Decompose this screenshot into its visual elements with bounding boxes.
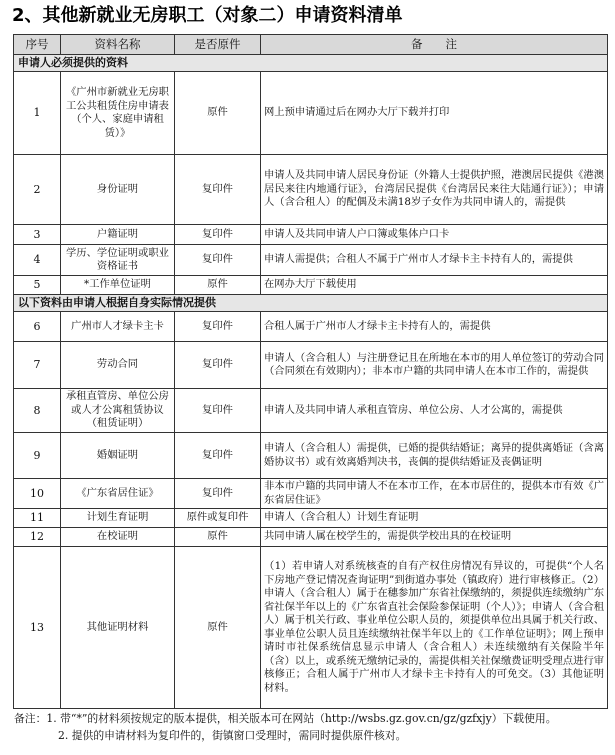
row-name: 《广东省居住证》 <box>61 479 175 509</box>
section-header <box>14 295 608 312</box>
footnote-1: 备注：1. 带“*”的材料须按规定的版本提供，相关版本可在网站（http://wsbs.gz.gov.cn/gz/gzfxjy）下载使用。 <box>14 712 557 725</box>
header-original: 是否原件 <box>175 35 261 55</box>
header-note: 备 注 <box>261 35 608 55</box>
table-row <box>14 433 608 479</box>
row-original: 原件 <box>175 528 261 547</box>
footnote-2: 2. 提供的申请材料为复印件的，街镇窗口受理时，需同时提供原件核对。 <box>58 729 407 742</box>
row-index: 4 <box>14 245 61 276</box>
row-note: 在网办大厅下载使用 <box>261 276 608 295</box>
row-note: 非本市户籍的共同申请人不在本市工作，在本市居住的，提供本市有效《广东省居住证》 <box>261 479 608 509</box>
row-name: 学历、学位证明或职业资格证书 <box>61 245 175 276</box>
row-index: 5 <box>14 276 61 295</box>
row-index: 10 <box>14 479 61 509</box>
row-name: 承租直管房、单位公房或人才公寓租赁协议（租赁证明） <box>61 389 175 433</box>
row-note: 申请人及共同申请人户口簿或集体户口卡 <box>261 225 608 245</box>
table-header-row <box>14 35 608 55</box>
table-row <box>14 509 608 528</box>
row-name: *工作单位证明 <box>61 276 175 295</box>
row-note: （1）若申请人对系统核查的自有产权住房情况有异议的，可提供“个人名下房地产登记情况查询证明”到街道办事处（镇政府）进行审核修正。（2）申请人（含合租人）属于在穗参加广东省社保缴纳的，须提供连续缴纳广东省社保半年以上的《广东省直社会保险参保证明（个人）》；申请人（含合租人）属于机关行政、事业单位公职人员的，须提供单位出具属于机关行政、事业单位公职人员且连续缴纳社保半年以上的《工作单位证明》；网上预申请时市社保系统信息显示申请人（含合租人）未连续缴纳有关保险半年（含）以上，或系统无缴纳记录的，需提供相关社保缴费证明受理点进行审核修正；合租人属于广州市人才绿卡主卡持有人的可免交。（3）其他证明材料。 <box>261 547 608 709</box>
row-note: 合租人属于广州市人才绿卡主卡持有人的，需提供 <box>261 312 608 342</box>
row-original: 复印件 <box>175 245 261 276</box>
row-index: 11 <box>14 509 61 528</box>
row-original: 原件 <box>175 72 261 155</box>
row-note: 申请人需提供；合租人不属于广州市人才绿卡主卡持有人的，需提供 <box>261 245 608 276</box>
section-title: 以下资料由申请人根据自身实际情况提供 <box>14 295 608 312</box>
row-note: 申请人及共同申请人承租直管房、单位公房、人才公寓的，需提供 <box>261 389 608 433</box>
row-name: 户籍证明 <box>61 225 175 245</box>
row-index: 8 <box>14 389 61 433</box>
row-index: 7 <box>14 342 61 389</box>
row-name: 劳动合同 <box>61 342 175 389</box>
footnotes <box>14 710 612 744</box>
row-original: 复印件 <box>175 312 261 342</box>
row-original: 原件 <box>175 276 261 295</box>
row-original: 原件 <box>175 547 261 709</box>
row-name: 广州市人才绿卡主卡 <box>61 312 175 342</box>
row-index: 13 <box>14 547 61 709</box>
row-note: 网上预申请通过后在网办大厅下载并打印 <box>261 72 608 155</box>
section-header <box>14 55 608 72</box>
table-row <box>14 479 608 509</box>
row-index: 12 <box>14 528 61 547</box>
row-note: 申请人（含合租人）与注册登记且在所地在本市的用人单位签订的劳动合同（合同须在有效期内）；非本市户籍的共同申请人在本市工作的，需提供 <box>261 342 608 389</box>
table-row <box>14 72 608 155</box>
table-row <box>14 245 608 276</box>
materials-table <box>13 34 608 709</box>
table-row <box>14 342 608 389</box>
row-original: 复印件 <box>175 479 261 509</box>
row-original: 复印件 <box>175 342 261 389</box>
row-note: 共同申请人属在校学生的，需提供学校出具的在校证明 <box>261 528 608 547</box>
row-original: 复印件 <box>175 433 261 479</box>
table-row <box>14 155 608 225</box>
row-index: 1 <box>14 72 61 155</box>
table-row <box>14 547 608 709</box>
page-title: 2、其他新就业无房职工（对象二）申请资料清单 <box>12 5 403 26</box>
row-original: 复印件 <box>175 389 261 433</box>
row-index: 2 <box>14 155 61 225</box>
row-name: 其他证明材料 <box>61 547 175 709</box>
table-row <box>14 312 608 342</box>
row-name: 计划生育证明 <box>61 509 175 528</box>
row-index: 6 <box>14 312 61 342</box>
table-row <box>14 276 608 295</box>
row-name: 身份证明 <box>61 155 175 225</box>
row-index: 9 <box>14 433 61 479</box>
row-original: 复印件 <box>175 225 261 245</box>
section-title: 申请人必须提供的资料 <box>14 55 608 72</box>
row-note: 申请人及共同申请人居民身份证（外籍人士提供护照，港澳居民提供《港澳居民来往内地通行证》，台湾居民提供《台湾居民来往大陆通行证》）；申请人（含合租人）的配偶及未满18岁子女作为共同申请人的，需提供 <box>261 155 608 225</box>
table-row <box>14 389 608 433</box>
row-original: 原件或复印件 <box>175 509 261 528</box>
table-row <box>14 225 608 245</box>
row-original: 复印件 <box>175 155 261 225</box>
header-name: 资料名称 <box>61 35 175 55</box>
row-name: 《广州市新就业无房职工公共租赁住房申请表（个人、家庭申请租赁）》 <box>61 72 175 155</box>
table-row <box>14 528 608 547</box>
row-name: 婚姻证明 <box>61 433 175 479</box>
row-index: 3 <box>14 225 61 245</box>
header-index: 序号 <box>14 35 61 55</box>
row-note: 申请人（含合租人）需提供，已婚的提供结婚证；离异的提供离婚证（含离婚协议书）或有效离婚判决书，丧偶的提供结婚证及丧偶证明 <box>261 433 608 479</box>
row-note: 申请人（含合租人）计划生育证明 <box>261 509 608 528</box>
row-name: 在校证明 <box>61 528 175 547</box>
